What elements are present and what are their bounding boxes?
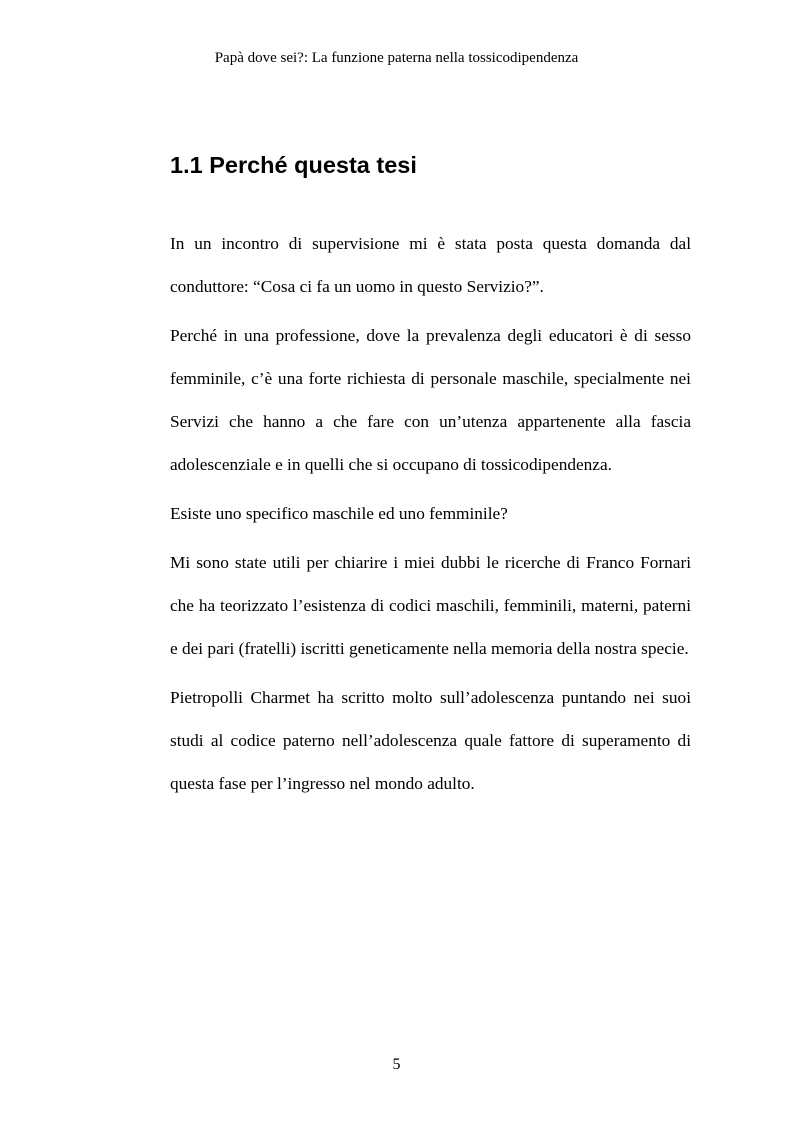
body-text <box>170 222 691 811</box>
running-title-italic: Papà dove sei? <box>214 50 304 66</box>
running-title-rest: : La funzione paterna nella tossicodipendenza <box>303 50 579 66</box>
section-heading: 1.1 Perché questa tesi <box>170 152 417 178</box>
running-header <box>0 48 793 68</box>
paragraph: Perché in una professione, dove la prevalenza degli educatori è di sesso femminile, c’è una forte richiesta di personale maschile, specialmente nei Servizi che hanno a che fare con un’utenza appartenente alla fascia adolescenziale e in quelli che si occupano di tossicodipendenza. <box>170 326 691 474</box>
paragraph: Esiste uno specifico maschile ed uno femminile? <box>170 504 508 523</box>
paragraph: In un incontro di supervisione mi è stata posta questa domanda dal conduttore: “Cosa ci fa un uomo in questo Servizio?”. <box>170 234 691 296</box>
paragraph: Pietropolli Charmet ha scritto molto sull’adolescenza puntando nei suoi studi al codice paterno nell’adolescenza quale fattore di superamento di questa fase per l’ingresso nel mondo adulto. <box>170 688 691 793</box>
page-number: 5 <box>392 1056 401 1073</box>
paragraph: Mi sono state utili per chiarire i miei dubbi le ricerche di Franco Fornari che ha teorizzato l’esistenza di codici maschili, femminili, materni, paterni e dei pari (fratelli) iscritti geneticamente nella memoria della nostra specie. <box>170 553 691 658</box>
